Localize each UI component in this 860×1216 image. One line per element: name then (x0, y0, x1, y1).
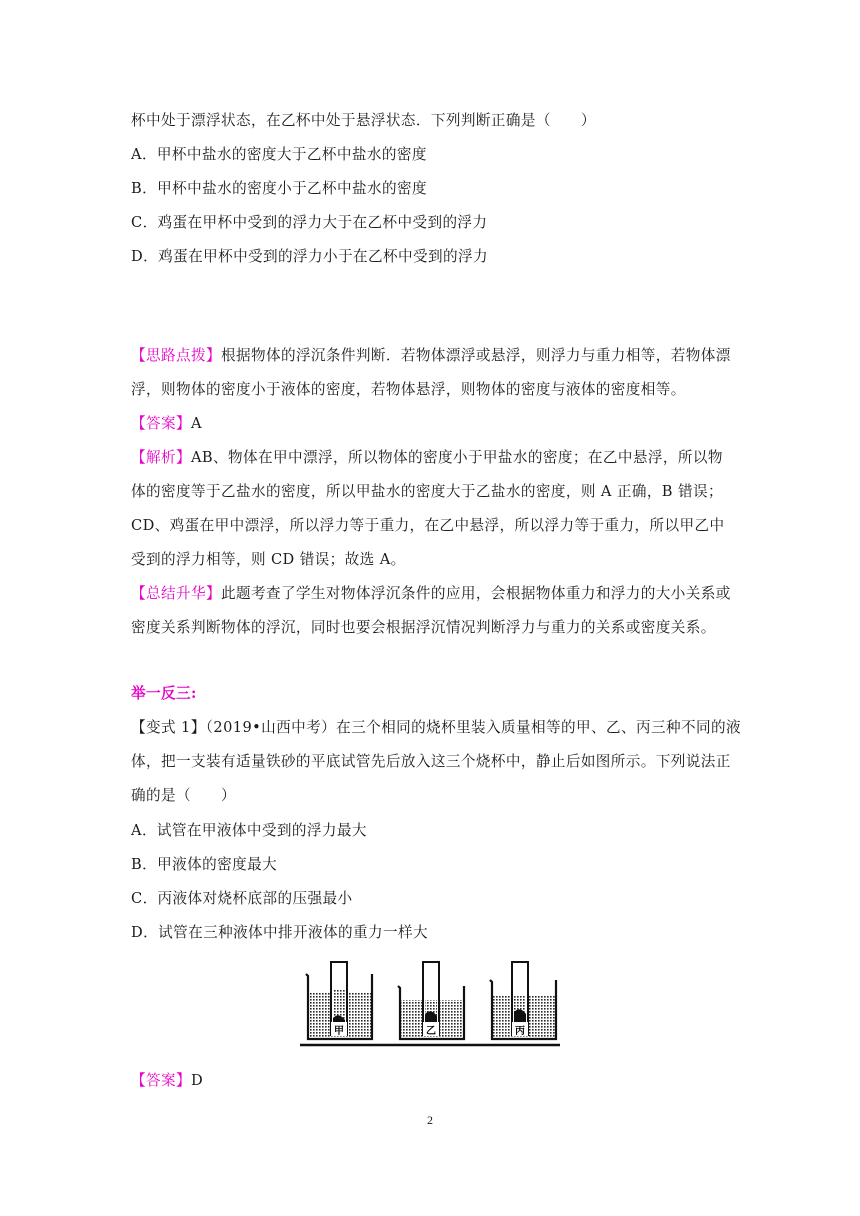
answer-2-tag: 【答案】 (131, 1072, 191, 1089)
analysis-tag: 【解析】 (131, 449, 191, 466)
question-option-d: D．鸡蛋在甲杯中受到的浮力小于在乙杯中受到的浮力 (131, 248, 488, 265)
answer-2-value: D (190, 1072, 204, 1089)
label-yi: 乙 (426, 1026, 436, 1037)
hint-tag: 【思路点拨】 (131, 347, 221, 364)
variant-line-1 (131, 718, 741, 738)
label-jia: 甲 (334, 1026, 344, 1037)
variant-line-2: 体，把一支装有适量铁砂的平底试管先后放入这三个烧杯中，静止后如图所示。下列说法正 (131, 753, 731, 770)
variant-text-1: （2019•山西中考）在三个相同的烧杯里装入质量相等的甲、乙、丙三种不同的液 (205, 719, 741, 736)
answer-1-tag: 【答案】 (131, 415, 191, 432)
variant-tag: 【变式 1】 (131, 719, 206, 736)
summary-line-2: 密度关系判断物体的浮沉，同时也要会根据浮沉情况判断浮力与重力的关系或密度关系。 (131, 619, 716, 636)
question-option-c: C．鸡蛋在甲杯中受到的浮力大于在乙杯中受到的浮力 (131, 214, 488, 231)
summary-line-1 (131, 584, 731, 604)
variant-option-c: C．丙液体对烧杯底部的压强最小 (131, 890, 353, 907)
summary-tag: 【总结升华】 (131, 585, 221, 602)
beakers-figure (298, 960, 562, 1050)
answer-2 (131, 1071, 203, 1091)
answer-1 (131, 414, 202, 434)
label-bing: 丙 (515, 1026, 525, 1037)
analysis-text-1: AB、物体在甲中漂浮，所以物体的密度小于甲盐水的密度；在乙中悬浮，所以物 (190, 449, 723, 466)
question-option-a: A．甲杯中盐水的密度大于乙杯中盐水的密度 (131, 146, 427, 163)
hint-line-2: 浮，则物体的密度小于液体的密度，若物体悬浮，则物体的密度与液体的密度相等。 (131, 381, 686, 398)
beaker-bing (490, 962, 556, 1039)
variant-option-b: B．甲液体的密度最大 (131, 856, 278, 873)
analysis-line-2: 体的密度等于乙盐水的密度，所以甲盐水的密度大于乙盐水的密度，则 A 正确，B 错误； (131, 483, 723, 500)
beaker-jia (306, 962, 372, 1039)
variant-line-3: 确的是（ ） (131, 787, 236, 804)
variant-option-a: A．试管在甲液体中受到的浮力最大 (131, 822, 367, 839)
question-stem: 杯中处于漂浮状态，在乙杯中处于悬浮状态．下列判断正确是（ ） (131, 112, 596, 129)
beaker-yi (398, 962, 464, 1039)
analysis-line-3: CD、鸡蛋在甲中漂浮，所以浮力等于重力，在乙中悬浮，所以浮力等于重力，所以甲乙中 (131, 517, 725, 534)
analysis-line-4: 受到的浮力相等，则 CD 错误；故选 A。 (131, 551, 406, 568)
hint-line-1 (131, 346, 731, 366)
question-option-b: B．甲杯中盐水的密度小于乙杯中盐水的密度 (131, 180, 428, 197)
hint-text-1: 根据物体的浮沉条件判断．若物体漂浮或悬浮，则浮力与重力相等，若物体漂 (220, 347, 731, 364)
variant-option-d: D．试管在三种液体中排开液体的重力一样大 (131, 924, 428, 941)
answer-1-value: A (190, 415, 202, 432)
page-number: 2 (427, 1113, 433, 1127)
practice-heading: 举一反三: (131, 685, 197, 702)
summary-text-1: 此题考查了学生对物体浮沉条件的应用，会根据物体重力和浮力的大小关系或 (220, 585, 731, 602)
analysis-line-1 (131, 448, 723, 468)
